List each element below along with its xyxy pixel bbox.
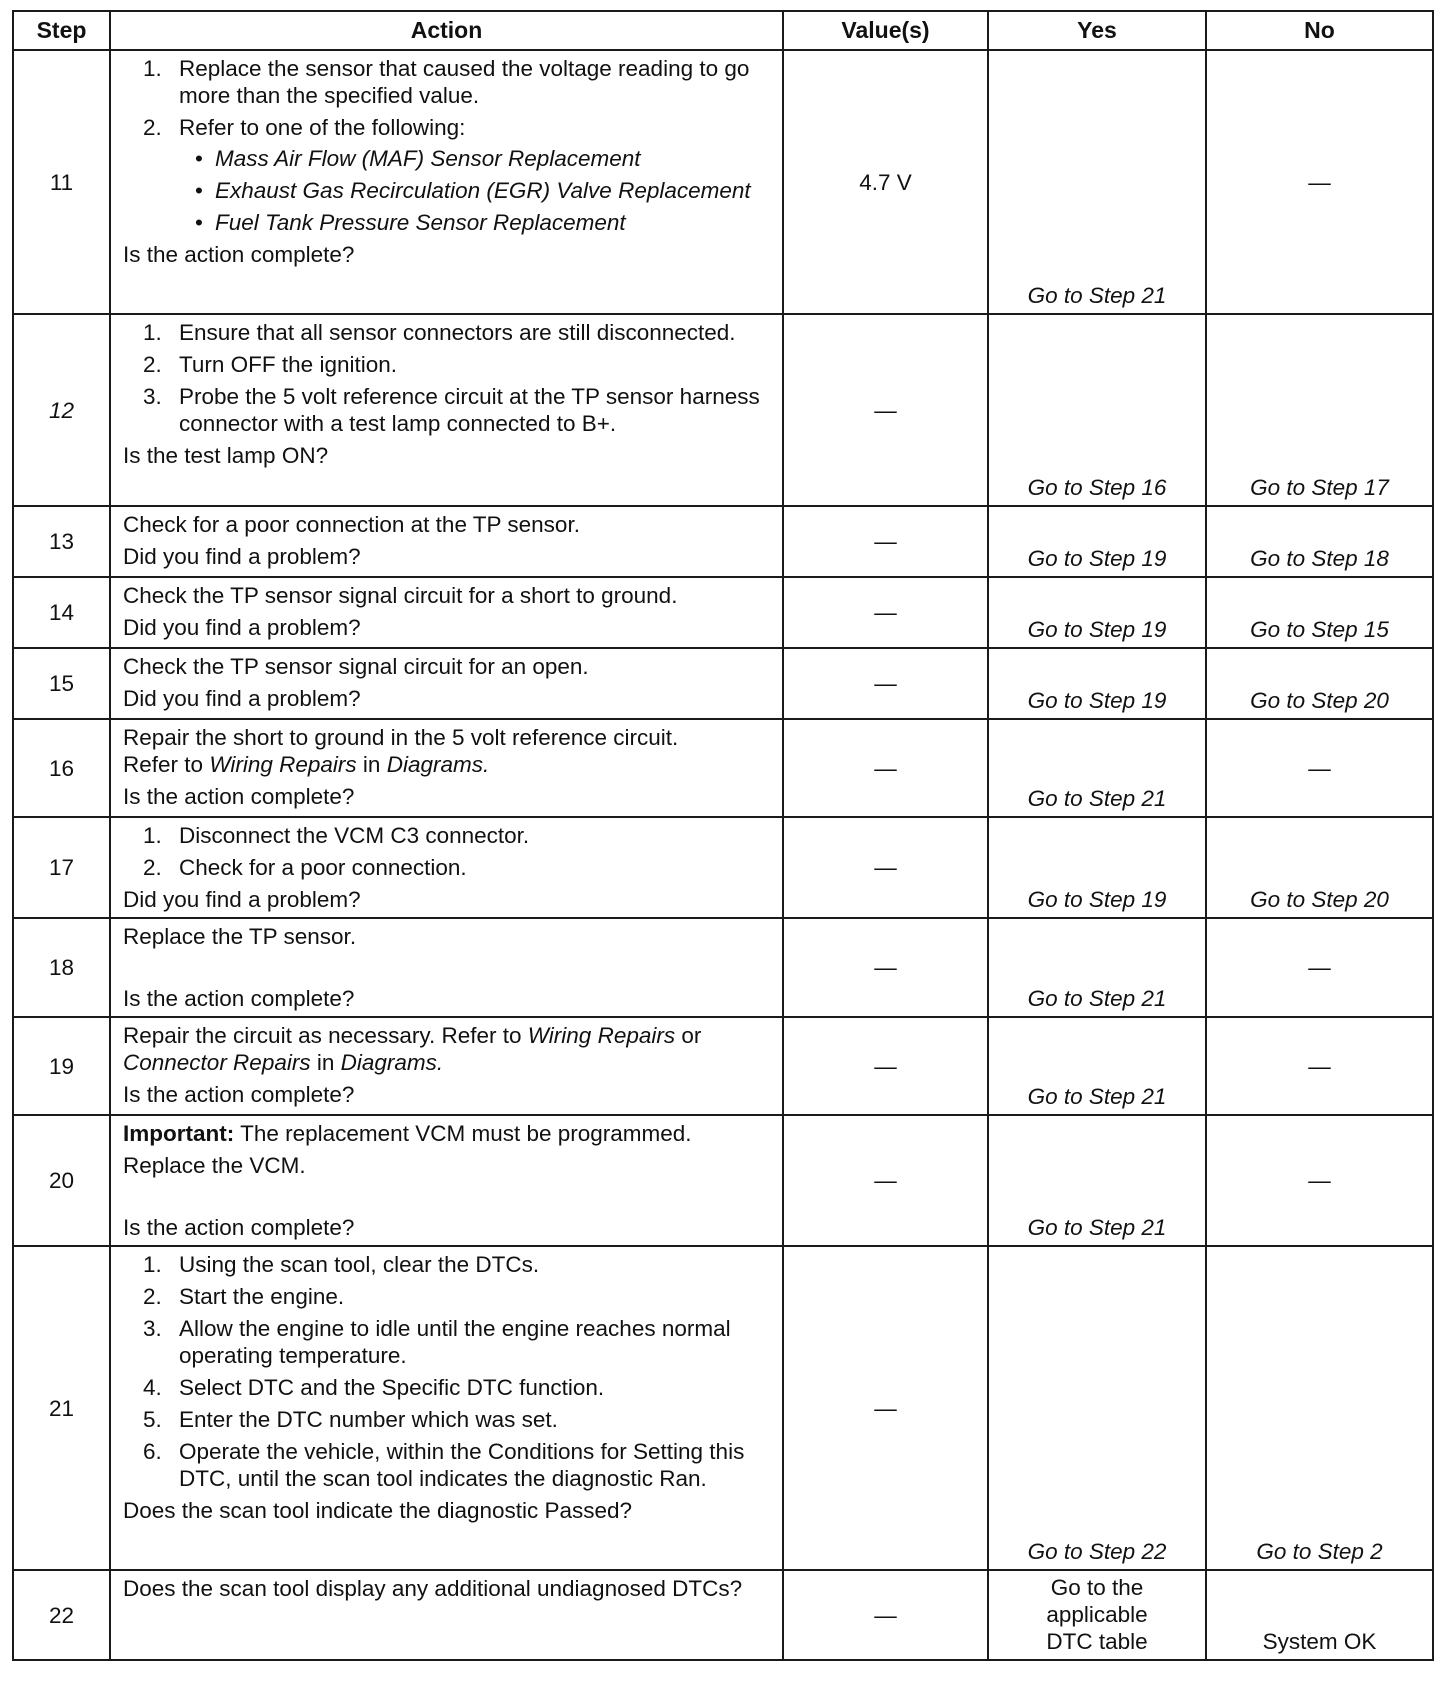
step-number: 17 [13,817,110,918]
reference-item: • Fuel Tank Pressure Sensor Replacement [195,210,626,235]
value-cell: — [783,577,988,648]
yes-cell: Go to Step 19 [988,506,1206,577]
value-cell: — [783,719,988,817]
important-label: Important: [123,1121,235,1146]
important-note: Important: The replacement VCM must be programmed. [123,1121,692,1146]
action-step: 3. Probe the 5 volt reference circuit at the TP sensor harness connector with a test lamp connected to B+. [143,384,760,436]
action-step: 1. Using the scan tool, clear the DTCs. [143,1252,540,1277]
value-cell: — [783,314,988,506]
action-text: Repair the circuit as necessary. Refer to Wiring Repairs or Connector Repairs in Diagrams. [123,1023,702,1075]
action-step: 2. Refer to one of the following: • Mass Air Flow (MAF) Sensor Replacement • Exhaust Gas Recirculation (EGR) Valve Replacement • Fuel Tank Pressure Sensor Replacement [123,114,772,236]
action-question: Is the action complete? [123,784,355,809]
action-step: 5. Enter the DTC number which was set. [143,1407,558,1432]
action-question: Is the action complete? [123,242,355,267]
action-step: 1. Disconnect the VCM C3 connector. [143,823,530,848]
no-cell: — [1206,1017,1433,1115]
value-cell: — [783,1017,988,1115]
action-question: Did you find a problem? [123,615,361,640]
value-cell: — [783,648,988,719]
action-cell [110,1570,783,1660]
action-cell [110,817,783,918]
action-question: Is the test lamp ON? [123,443,329,468]
action-cell [110,506,783,577]
action-text: Replace the TP sensor. [123,924,357,949]
no-cell: — [1206,50,1433,314]
step-number: 15 [13,648,110,719]
no-cell: Go to Step 20 [1206,817,1433,918]
action-step: 6. Operate the vehicle, within the Conditions for Setting this DTC, until the scan tool indicates the diagnostic Ran. [143,1439,745,1491]
action-cell [110,314,783,506]
value-cell: — [783,817,988,918]
action-step: 2. Start the engine. [143,1284,345,1309]
step-number: 20 [13,1115,110,1246]
table-row [13,506,1433,577]
value-cell: — [783,918,988,1017]
table-row [13,817,1433,918]
action-cell [110,918,783,1017]
yes-cell: Go to Step 19 [988,817,1206,918]
table-row [13,1570,1433,1660]
yes-cell: Go to Step 19 [988,577,1206,648]
action-step: 1. Replace the sensor that caused the voltage reading to go more than the specified value. [143,56,750,108]
action-question: Does the scan tool display any additional undiagnosed DTCs? [123,1576,743,1601]
action-question: Does the scan tool indicate the diagnostic Passed? [123,1498,633,1523]
reference-link: Connector Repairs [123,1050,311,1075]
action-step: 2. Check for a poor connection. [143,855,467,880]
no-cell: Go to Step 18 [1206,506,1433,577]
action-text: Check the TP sensor signal circuit for a short to ground. [123,583,678,608]
action-cell [110,1115,783,1246]
table-row [13,918,1433,1017]
header-action: Action [110,11,783,50]
table-row [13,1115,1433,1246]
yes-cell: Go to Step 22 [988,1246,1206,1570]
action-step: 3. Allow the engine to idle until the engine reaches normal operating temperature. [143,1316,731,1368]
no-cell: — [1206,918,1433,1017]
table-row [13,1017,1433,1115]
action-step: 4. Select DTC and the Specific DTC function. [143,1375,605,1400]
step-number: 13 [13,506,110,577]
action-question: Did you find a problem? [123,686,361,711]
no-cell: Go to Step 20 [1206,648,1433,719]
yes-cell: Go to Step 19 [988,648,1206,719]
no-cell: Go to Step 2 [1206,1246,1433,1570]
table-row [13,50,1433,314]
no-cell: — [1206,719,1433,817]
action-step: 1. Ensure that all sensor connectors are still disconnected. [143,320,736,345]
header-yes: Yes [988,11,1206,50]
reference-link: Diagrams. [340,1050,444,1075]
header-values: Value(s) [783,11,988,50]
value-cell: 4.7 V [783,50,988,314]
action-cell [110,719,783,817]
yes-cell: Go to Step 21 [988,918,1206,1017]
step-number: 14 [13,577,110,648]
step-number: 11 [13,50,110,314]
reference-link: Wiring Repairs [527,1023,676,1048]
reference-link: Wiring Repairs [209,752,357,777]
value-cell: — [783,1570,988,1660]
action-cell [110,577,783,648]
diagnostic-table [12,10,1434,1661]
no-cell: Go to Step 15 [1206,577,1433,648]
step-number: 21 [13,1246,110,1570]
step-number: 18 [13,918,110,1017]
action-question: Did you find a problem? [123,544,361,569]
header-no: No [1206,11,1433,50]
value-cell: — [783,1115,988,1246]
action-question: Is the action complete? [123,1215,355,1240]
action-question: Is the action complete? [123,1082,355,1107]
action-cell [110,50,783,314]
yes-cell: Go to Step 21 [988,1017,1206,1115]
table-row [13,577,1433,648]
action-text: Repair the short to ground in the 5 volt reference circuit. Refer to Wiring Repairs in Diagrams. [123,725,679,777]
reference-item: • Exhaust Gas Recirculation (EGR) Valve Replacement [195,178,751,203]
action-question: Is the action complete? [123,986,355,1011]
yes-cell: Go to Step 21 [988,50,1206,314]
yes-cell: Go to Step 16 [988,314,1206,506]
header-row [13,11,1433,50]
reference-item: • Mass Air Flow (MAF) Sensor Replacement [195,146,641,171]
action-text: Check for a poor connection at the TP sensor. [123,512,580,537]
reference-link: Diagrams. [386,752,490,777]
no-cell: System OK [1206,1570,1433,1660]
action-text: Check the TP sensor signal circuit for an open. [123,654,589,679]
yes-cell: Go to the applicable DTC table [988,1570,1206,1660]
action-step: 2. Turn OFF the ignition. [143,352,398,377]
step-number: 12 [13,314,110,506]
step-number: 19 [13,1017,110,1115]
action-cell [110,1246,783,1570]
yes-cell: Go to Step 21 [988,719,1206,817]
no-cell: Go to Step 17 [1206,314,1433,506]
header-step: Step [13,11,110,50]
table-row [13,648,1433,719]
value-cell: — [783,506,988,577]
no-cell: — [1206,1115,1433,1246]
table-row [13,314,1433,506]
yes-cell: Go to Step 21 [988,1115,1206,1246]
action-text: Replace the VCM. [123,1153,306,1178]
table-row [13,1246,1433,1570]
step-number: 16 [13,719,110,817]
action-question: Did you find a problem? [123,887,361,912]
table-row [13,719,1433,817]
step-number: 22 [13,1570,110,1660]
action-cell [110,1017,783,1115]
action-cell [110,648,783,719]
value-cell: — [783,1246,988,1570]
